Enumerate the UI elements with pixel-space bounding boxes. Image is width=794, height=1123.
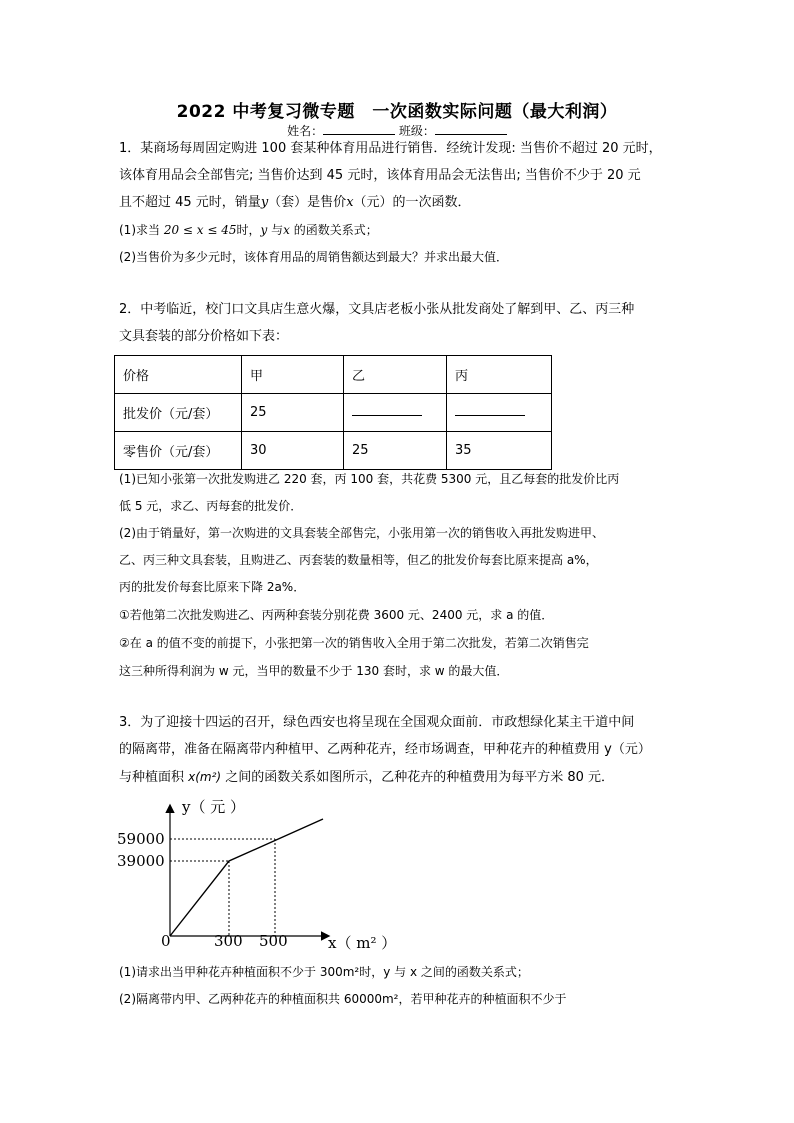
table-row xyxy=(115,394,552,432)
student-info-line xyxy=(0,122,794,139)
table-cell: 35 xyxy=(447,432,552,470)
var-y: y xyxy=(260,223,268,237)
q1-sub1-text: 与 xyxy=(267,223,284,237)
y-tick-label: 39000 xyxy=(117,852,165,870)
q2-p2-line2: 乙、丙三种文具套装，且购进乙、丙套装的数量相等，但乙的批发价每套比原来提高 a%， xyxy=(119,553,598,567)
function-line xyxy=(170,819,323,936)
page-title: 2022 中考复习微专题 一次函数实际问题（最大利润） xyxy=(176,102,618,122)
q2-p1-line2: 低 5 元，求乙、丙每套的批发价． xyxy=(119,499,303,513)
table-cell: 25 xyxy=(242,394,344,432)
q3-line2: 的隔离带，准备在隔离带内种植甲、乙两种花卉，经市场调查，甲种花卉的种植费用 y（元） xyxy=(119,742,651,757)
table-row xyxy=(115,356,552,394)
q1-sub1-text: (1)求当 xyxy=(119,223,164,237)
q1-line3 xyxy=(119,194,471,212)
q2-c2-line2: 这三种所得利润为 w 元，当甲的数量不少于 130 套时，求 w 的最大值． xyxy=(119,664,509,678)
q2-p1-line1: (1)已知小张第一次批发购进乙 220 套，丙 100 套，共花费 5300 元，且乙每套的批发价比丙 xyxy=(119,472,620,486)
q2-c1: ①若他第二次批发购进乙、丙两种套装分别花费 3600 元、2400 元，求 a 的值． xyxy=(119,608,554,622)
var-x: x xyxy=(283,223,290,237)
var-x: x xyxy=(346,195,354,210)
table-cell: 25 xyxy=(344,432,447,470)
y-tick-label: 59000 xyxy=(117,830,165,848)
q1-sub1-text: 的函数关系式； xyxy=(289,223,378,237)
table-header-cell: 丙 xyxy=(447,356,552,394)
y-axis-label: y（ 元 ） xyxy=(182,798,246,816)
q1-line2: 该体育用品会全部售完; 当售价达到 45 元时，该体育用品会无法售出; 当售价不少于 20 元 xyxy=(119,168,641,183)
table-header-cell: 价格 xyxy=(115,356,242,394)
q2-p2-line3: 丙的批发价每套比原来下降 2a%． xyxy=(119,580,306,594)
name-label: 姓名： xyxy=(287,124,324,138)
table-cell: 零售价（元/套） xyxy=(115,432,242,470)
q1-text: （套）是售价 xyxy=(268,195,347,210)
var-y: y xyxy=(260,195,269,210)
table-header-cell: 乙 xyxy=(344,356,447,394)
x-axis-label: x（ m² ） xyxy=(328,934,397,952)
q3-line3 xyxy=(119,768,614,787)
table-header-cell: 甲 xyxy=(242,356,344,394)
q3-text: 之间的函数关系如图所示，乙种花卉的种植费用为每平方米 80 元． xyxy=(221,770,615,785)
origin-label: 0 xyxy=(161,932,171,950)
price-table xyxy=(114,355,552,470)
q2-c2-line1: ②在 a 的值不变的前提下，小张把第一次的销售收入全用于第二次批发，若第二次销售完 xyxy=(119,636,589,650)
q2-p2-line1: (2)由于销量好，第一次购进的文具套装全部售完，小张用第一次的销售收入再批发购进甲、 xyxy=(119,526,605,540)
cost-area-graph xyxy=(115,790,397,960)
class-blank[interactable] xyxy=(435,123,507,135)
answer-blank[interactable] xyxy=(352,405,422,416)
answer-blank[interactable] xyxy=(455,405,525,416)
q1-sub2: (2)当售价为多少元时，该体育用品的周销售额达到最大？并求出最大值． xyxy=(119,250,509,264)
table-cell: 批发价（元/套） xyxy=(115,394,242,432)
x-tick-label: 500 xyxy=(259,932,288,950)
inequality: 20 ≤ x ≤ 45 xyxy=(163,223,237,237)
q1-line1: 1．某商场每周固定购进 100 套某种体育用品进行销售．经统计发现: 当售价不超过 20 元时， xyxy=(119,141,662,156)
x-tick-label: 300 xyxy=(214,932,243,950)
q1-text: 且不超过 45 元时，销量 xyxy=(119,195,261,210)
table-cell-blank[interactable] xyxy=(447,394,552,432)
unit-label: x(m²) xyxy=(188,770,222,784)
q3-sub1: (1)请求出当甲种花卉种植面积不少于 300m²时，y 与 x 之间的函数关系式； xyxy=(119,965,529,979)
q2-line2: 文具套装的部分价格如下表： xyxy=(119,329,289,344)
q1-text: （元）的一次函数． xyxy=(353,195,471,210)
class-label: 班级： xyxy=(398,124,435,138)
q3-line1: 3．为了迎接十四运的召开，绿色西安也将呈现在全国观众面前．市政想绿化某主干道中间 xyxy=(119,715,635,730)
table-row xyxy=(115,432,552,470)
table-cell-blank[interactable] xyxy=(344,394,447,432)
q2-line1: 2．中考临近，校门口文具店生意火爆，文具店老板小张从批发商处了解到甲、乙、丙三种 xyxy=(119,302,635,317)
q3-sub2: (2)隔离带内甲、乙两种花卉的种植面积共 60000m²，若甲种花卉的种植面积不少于 xyxy=(119,992,567,1006)
q3-text: 与种植面积 xyxy=(119,770,189,785)
name-blank[interactable] xyxy=(323,123,395,135)
q1-sub1-text: 时， xyxy=(236,223,261,237)
table-cell: 30 xyxy=(242,432,344,470)
q1-sub1 xyxy=(119,221,378,239)
